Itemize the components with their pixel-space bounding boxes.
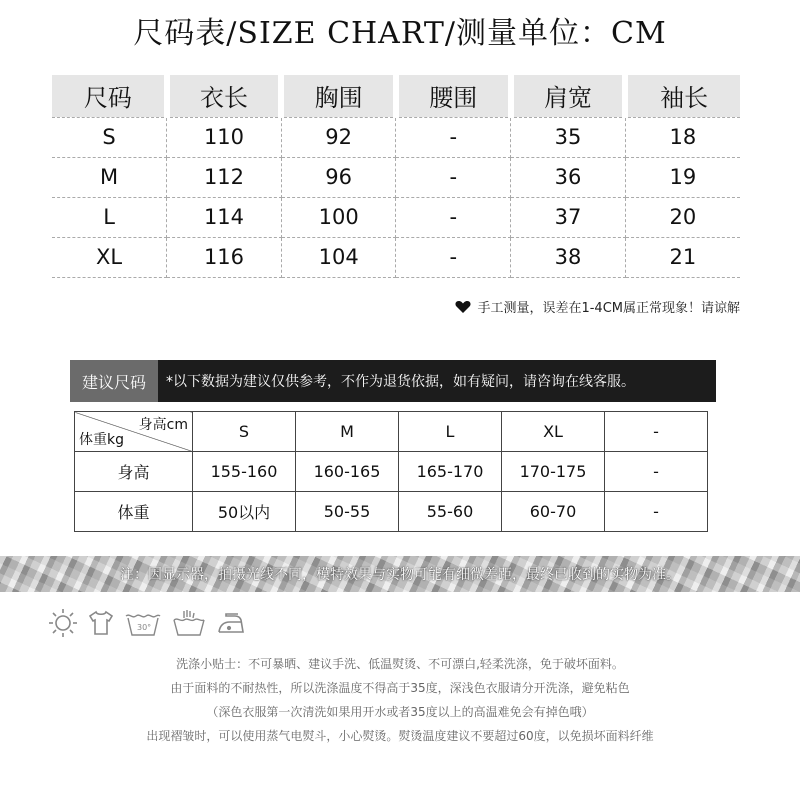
table-cell: -: [605, 452, 708, 492]
table-cell: 165-170: [399, 452, 502, 492]
care-icons: [48, 608, 246, 638]
table-cell: 60-70: [502, 492, 605, 532]
care-line: 出现褶皱时，可以使用蒸气电熨斗，小心熨烫。熨烫温度建议不要超过60度，以免损坏面料纤维: [146, 729, 654, 743]
recommend-size: XL: [502, 412, 605, 452]
table-cell: 170-175: [502, 452, 605, 492]
header-length: 衣长: [167, 75, 282, 117]
table-cell: 19: [625, 157, 740, 197]
table-cell: 38: [511, 237, 626, 277]
care-tips: [0, 652, 800, 748]
table-cell: 35: [511, 117, 626, 157]
table-row: [75, 452, 708, 492]
table-cell: M: [52, 157, 167, 197]
table-cell: 36: [511, 157, 626, 197]
table-cell: L: [52, 197, 167, 237]
recommend-row-label: 身高: [75, 452, 193, 492]
table-cell: 116: [167, 237, 282, 277]
table-cell: 114: [167, 197, 282, 237]
table-cell: -: [396, 157, 511, 197]
table-cell: 37: [511, 197, 626, 237]
table-cell: 100: [281, 197, 396, 237]
suggestion-text: *以下数据为建议仅供参考，不作为退货依据，如有疑问，请咨询在线客服。: [166, 374, 635, 390]
recommend-size: M: [296, 412, 399, 452]
header-chest: 胸围: [281, 75, 396, 117]
shirt-icon: [86, 608, 116, 638]
table-cell: S: [52, 117, 167, 157]
corner-height-label: 身高cm: [138, 417, 188, 433]
table-cell: -: [605, 492, 708, 532]
size-chart-header-row: [52, 75, 740, 117]
measure-note-text: 手工测量，误差在1-4CM属正常现象！请谅解: [477, 301, 740, 316]
recommend-size: L: [399, 412, 502, 452]
table-row: [75, 492, 708, 532]
care-line: 由于面料的不耐热性，所以洗涤温度不得高于35度，深浅色衣服请分开洗涤，避免粘色: [170, 681, 630, 695]
header-shoulder: 肩宽: [511, 75, 626, 117]
recommend-table: [74, 411, 708, 532]
table-cell: 92: [281, 117, 396, 157]
table-cell: -: [396, 197, 511, 237]
wash-30-icon: [124, 608, 162, 638]
notice-text: 注：因显示器，拍摄光线不同，模特效果与实物可能有细微差距，最终已收到的实物为准。: [120, 567, 680, 583]
table-cell: -: [396, 117, 511, 157]
table-row: [52, 157, 740, 197]
suggestion-label: 建议尺码: [70, 360, 158, 402]
table-cell: XL: [52, 237, 167, 277]
table-row: [52, 117, 740, 157]
table-cell: 50-55: [296, 492, 399, 532]
table-row: [52, 197, 740, 237]
notice-banner: [0, 556, 800, 592]
measure-note: [455, 297, 740, 316]
table-cell: 104: [281, 237, 396, 277]
suggestion-bar: [70, 360, 716, 402]
sun-icon: [48, 608, 78, 638]
table-cell: 110: [167, 117, 282, 157]
table-cell: 55-60: [399, 492, 502, 532]
recommend-row-label: 体重: [75, 492, 193, 532]
table-cell: 96: [281, 157, 396, 197]
care-line: 洗涤小贴士：不可暴晒、建议手洗、低温熨烫、不可漂白,轻柔洗涤，免于破坏面料。: [176, 657, 624, 671]
size-chart-table: [52, 75, 740, 278]
header-sleeve: 袖长: [625, 75, 740, 117]
page-title: 尺码表/SIZE CHART/测量单位：CM: [133, 16, 667, 51]
table-cell: 155-160: [193, 452, 296, 492]
header-waist: 腰围: [396, 75, 511, 117]
corner-weight-label: 体重kg: [79, 432, 124, 448]
heart-icon: [455, 300, 471, 314]
table-cell: 160-165: [296, 452, 399, 492]
table-cell: 21: [625, 237, 740, 277]
recommend-corner-cell: [75, 412, 193, 452]
table-cell: -: [396, 237, 511, 277]
table-cell: 112: [167, 157, 282, 197]
table-cell: 20: [625, 197, 740, 237]
recommend-size: S: [193, 412, 296, 452]
table-row: [52, 237, 740, 277]
recommend-size: -: [605, 412, 708, 452]
svg-text:30°: 30°: [137, 623, 152, 632]
hand-wash-icon: [170, 608, 208, 638]
iron-icon: [216, 608, 246, 638]
header-size: 尺码: [52, 75, 167, 117]
care-line: （深色衣服第一次清洗如果用开水或者35度以上的高温难免会有掉色哦）: [206, 705, 594, 719]
table-cell: 18: [625, 117, 740, 157]
table-cell: 50以内: [193, 492, 296, 532]
recommend-header-row: [75, 412, 708, 452]
